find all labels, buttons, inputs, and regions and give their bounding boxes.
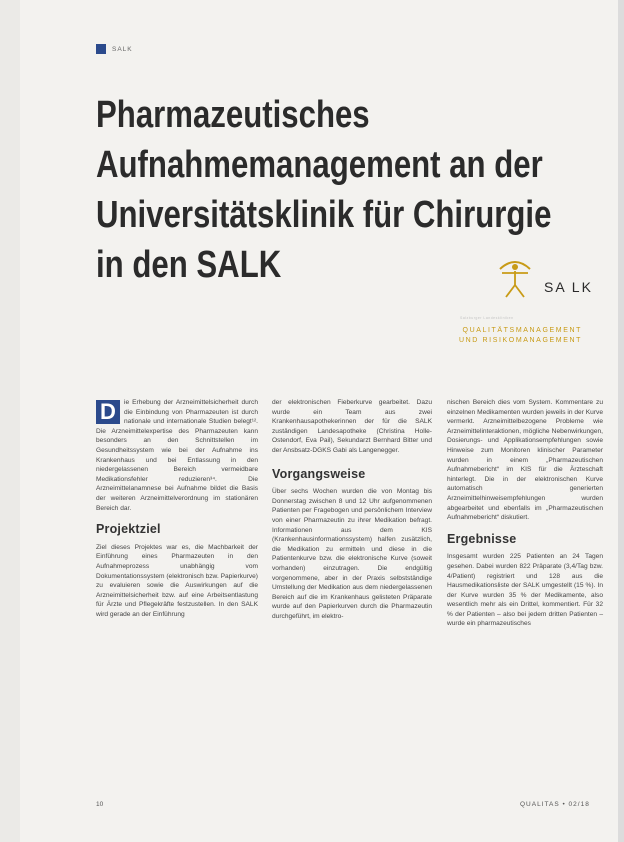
title-line-3: Universitätsklinik für Chirurgie	[96, 194, 552, 236]
text-column-3	[447, 398, 603, 629]
team-paragraph: der elektronischen Fieberkurve gearbeitet. Dazu wurde ein Team aus zwei Krankenhausapothekerinnen der für die SALK zuständigen Landesapotheke (Christina Holle-Ostendorf, Eva Pail), Sekundarzt Bernhard Bitter und der Ansbsatz-DGKS Gabi als Langenegger.	[272, 399, 432, 454]
text-column-1	[96, 398, 258, 619]
page-number: 10	[96, 801, 104, 808]
projektziel-paragraph: Ziel dieses Projektes war es, die Machbarkeit der Einführung eines Pharmazeuten in den Aufnahmeprozess unabhängig vom Dokumentationssystem (elektronisch bzw. Papierkurve) zu evaluieren sowie die Auswirkungen auf die Arzneimittelsicherheit bzw. auf eine Arbeitsentlastung für Ärzte und Pflegekräfte festzustellen. In den SALK wird gerade an der Einführung	[96, 543, 258, 618]
vorgangsweise-paragraph: Über sechs Wochen wurden die von Montag bis Donnerstag zwischen 8 und 12 Uhr aufgenommenen Patienten per Fragebogen und persönlichem Interview von einer Pharmazeutin zu ihrer Medikation befragt. Informationen aus dem KIS (Krankenhausinformationssystem) halfen zusätzlich, die Medikation zu ermitteln und diese in die Patientenkurve bzw. die elektronische Kurve (soweit vorhanden) einzutragen. Die endgültig vorgenommene, aber in der Praxis selbstständige Umstellung der Medikation aus dem niedergelassenen Bereich auf die im Krankenhaus gelisteten Präparate wurde auf den Papierkurven durch die Pharmazeutin durchgeführt, im elektro-	[272, 488, 432, 620]
logo-subline: Salzburger Landeskliniken	[460, 316, 514, 320]
ergebnisse-paragraph: Insgesamt wurden 225 Patienten an 24 Tagen gesehen. Dabei wurden 822 Präparate (3,4/Tag bzw. 4/Patient) registriert und 128 aus die Hausmedikationsliste der SALK umgestellt (15 %). In der Kurve wurden 35 % der Medikamente, also wesentlich mehr als ein Drittel, kommentiert. Für 32 % der Patienten – also bei jedem dritten Patienten – wurde ein pharmazeutisches	[447, 553, 603, 628]
title-line-4: in den SALK	[96, 244, 282, 286]
system-paragraph: nischen Bereich dies vom System. Kommentare zu einzelnen Medikamenten wurden jeweils in der Kurve vermerkt. Arzneimittelbezogene Probleme wie Arzneimittelinteraktionen, mögliche Nebenwirkungen, Dosierungs- und Applikationsempfehlungen sowie Hinweise zum Monitoren klinischer Parameter wurden in einem „Pharmazeutischen Aufnahmebericht“ im KIS für die Ärzteschaft hinterlegt. Die in der elektronischen Kurve automatisch generierten Arzneimittelhinweisempfehlungen wurden abgearbeitet und ebenfalls im „Pharmazeutischen Aufnahmebericht“ diskutiert.	[447, 399, 603, 522]
logo-wordmark: SA LK	[544, 279, 593, 295]
heading-ergebnisse: Ergebnisse	[447, 531, 517, 546]
qm-tagline	[410, 326, 582, 346]
title-line-2: Aufnahmemanagement an der	[96, 144, 543, 186]
salk-figure-icon	[498, 255, 532, 299]
qm-tagline-2: UND RISIKOMANAGEMENT	[458, 337, 582, 344]
heading-vorgangsweise: Vorgangsweise	[272, 466, 366, 481]
salk-logo	[488, 253, 618, 313]
intro-paragraph: ie Erhebung der Arzneimittelsicherheit durch die Einbindung von Pharmazeuten ist durch nationale und internationale Studien belegt¹². Die Arzneimittelexpertise des Pharmazeuten kann besonders an den Schnittstellen im Gesundheitssystem wie bei der Aufnahme ins Krankenhaus und bei Entlassung in den niedergelassenen Bereich vermeidbare Medikationsfehler reduzieren³⁴. Die Arzneimittelanamnese bei Aufnahme bildet die Basis der weiteren Arzneimittelverordnung im stationären Bereich dar.	[96, 399, 258, 512]
title-line-1: Pharmazeutisches	[96, 94, 370, 136]
section-tag	[96, 44, 133, 54]
text-column-2	[272, 398, 432, 621]
section-label: SALK	[112, 45, 133, 53]
magazine-issue: QUALITAS • 02/18	[520, 801, 590, 808]
article-title	[96, 90, 552, 290]
page-right-edge	[618, 0, 624, 842]
qm-tagline-1: QUALITÄTSMANAGEMENT	[462, 327, 582, 334]
section-marker-icon	[96, 44, 106, 54]
heading-projektziel: Projektziel	[96, 522, 161, 537]
page-left-margin	[0, 0, 20, 842]
drop-cap: D	[96, 400, 120, 424]
